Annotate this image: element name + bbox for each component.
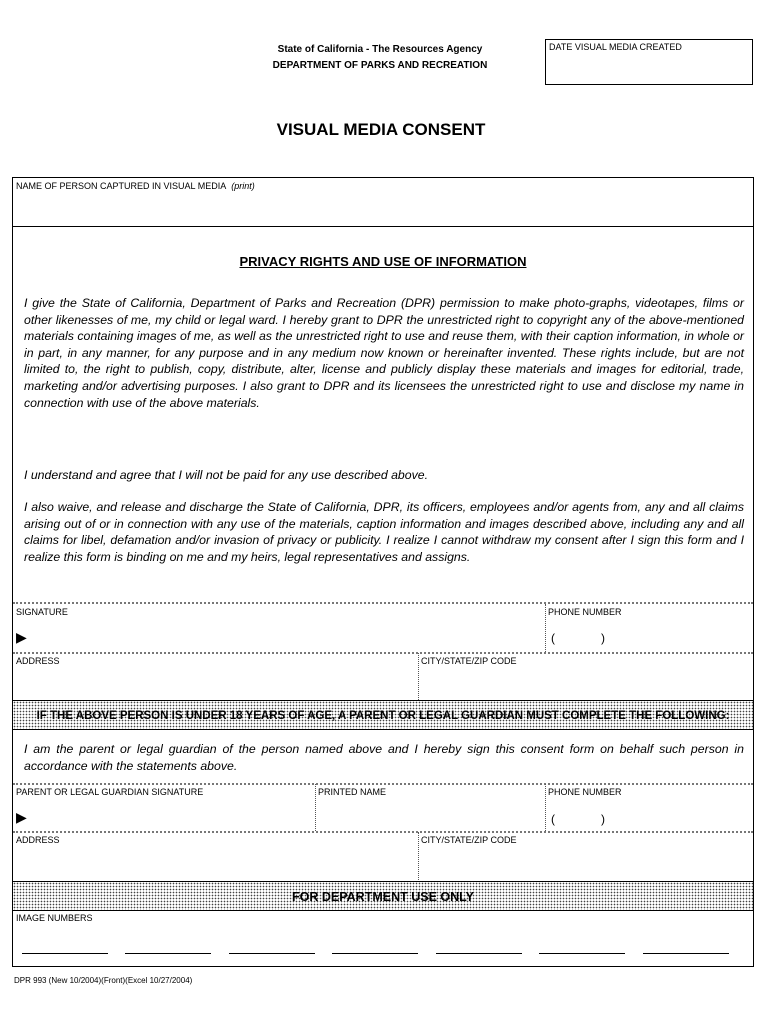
city-state-zip-label: CITY/STATE/ZIP CODE	[421, 656, 517, 666]
guardian-address-label: ADDRESS	[16, 835, 60, 845]
form-footer: DPR 993 (New 10/2004)(Front)(Excel 10/27/2004)	[14, 976, 193, 985]
image-number-field[interactable]	[229, 953, 315, 954]
guardian-signature-field[interactable]	[36, 800, 311, 830]
name-field-label: NAME OF PERSON CAPTURED IN VISUAL MEDIA (print)	[16, 181, 255, 191]
date-created-field[interactable]	[545, 39, 753, 85]
privacy-heading: PRIVACY RIGHTS AND USE OF INFORMATION	[239, 254, 527, 269]
name-field-hint: (print)	[231, 181, 255, 191]
divider	[545, 604, 546, 652]
divider	[12, 226, 754, 227]
city-state-zip-field[interactable]	[421, 668, 751, 698]
guardian-signature-label: PARENT OR LEGAL GUARDIAN SIGNATURE	[16, 787, 204, 797]
guardian-phone-field[interactable]	[549, 800, 749, 830]
form-title: VISUAL MEDIA CONSENT	[276, 120, 486, 139]
address-label: ADDRESS	[16, 656, 60, 666]
phone-close-paren: )	[601, 812, 605, 826]
address-field[interactable]	[13, 668, 416, 698]
arrow-icon: ▶	[16, 629, 27, 645]
divider	[13, 602, 753, 604]
image-numbers-label: IMAGE NUMBERS	[16, 913, 93, 923]
phone-open-paren: (	[551, 631, 555, 645]
divider	[315, 784, 316, 831]
arrow-icon: ▶	[16, 809, 27, 825]
divider	[13, 783, 753, 785]
privacy-paragraph-2: I understand and agree that I will not be paid for any use described above.	[24, 468, 429, 482]
guardian-address-field[interactable]	[13, 847, 416, 879]
divider	[13, 831, 753, 833]
phone-label: PHONE NUMBER	[548, 607, 622, 617]
divider	[418, 653, 419, 700]
minor-banner: IF THE ABOVE PERSON IS UNDER 18 YEARS OF AGE, A PARENT OR LEGAL GUARDIAN MUST COMPLETE THE FOLLOWING:	[13, 700, 753, 730]
phone-close-paren: )	[601, 631, 605, 645]
printed-name-field[interactable]	[318, 800, 542, 830]
image-number-field[interactable]	[539, 953, 625, 954]
image-number-field[interactable]	[22, 953, 108, 954]
name-field-input[interactable]	[13, 194, 753, 225]
guardian-city-state-zip-field[interactable]	[421, 847, 751, 879]
image-number-field[interactable]	[125, 953, 211, 954]
divider	[545, 784, 546, 831]
date-created-label: DATE VISUAL MEDIA CREATED	[549, 42, 682, 52]
printed-name-label: PRINTED NAME	[318, 787, 387, 797]
guardian-statement: I am the parent or legal guardian of the person named above and I hereby sign this consent form on behalf such person in accordance with the statements above.	[24, 742, 744, 773]
department-line: DEPARTMENT OF PARKS AND RECREATION	[272, 60, 488, 71]
department-use-banner: FOR DEPARTMENT USE ONLY	[13, 881, 753, 911]
guardian-city-state-zip-label: CITY/STATE/ZIP CODE	[421, 835, 517, 845]
signature-field[interactable]	[36, 620, 541, 650]
guardian-phone-label: PHONE NUMBER	[548, 787, 622, 797]
agency-line: State of California - The Resources Agency	[277, 44, 483, 55]
divider	[13, 652, 753, 654]
privacy-paragraph-3: I also waive, and release and discharge the State of California, DPR, its officers, employees and/or agents from, any and all claims arising out of or in connection with any use of the materials, caption information and images described above, including any and all claims for libel, defamation and/or invasion of privacy or publicity. I realize I cannot withdraw my consent after I sign this form and I realize this form is binding on me and my heirs, legal representatives and assigns.	[24, 500, 744, 564]
image-number-field[interactable]	[436, 953, 522, 954]
image-number-field[interactable]	[643, 953, 729, 954]
phone-field[interactable]	[549, 620, 749, 650]
divider	[418, 832, 419, 880]
phone-open-paren: (	[551, 812, 555, 826]
image-number-field[interactable]	[332, 953, 418, 954]
privacy-paragraph-1: I give the State of California, Department of Parks and Recreation (DPR) permission to make photo-graphs, videotapes, films or other likenesses of me, my child or legal ward. I hereby grant to DPR the unrestricted right to copyright any of the above-mentioned materials containing images of me, as well as the unrestricted right to use and reuse them, with their caption information, in whole or in part, in any manner, for any purpose and in any medium now known or hereinafter invented. These rights include, but are not limited to, the right to publish, copy, distribute, alter, license and publicly display these materials and images for editorial, trade, marketing and/or advertising purposes. I also grant to DPR and its licensees the unrestricted right to use and disclose my name in connection with use of the above materials.	[24, 296, 744, 410]
signature-label: SIGNATURE	[16, 607, 68, 617]
